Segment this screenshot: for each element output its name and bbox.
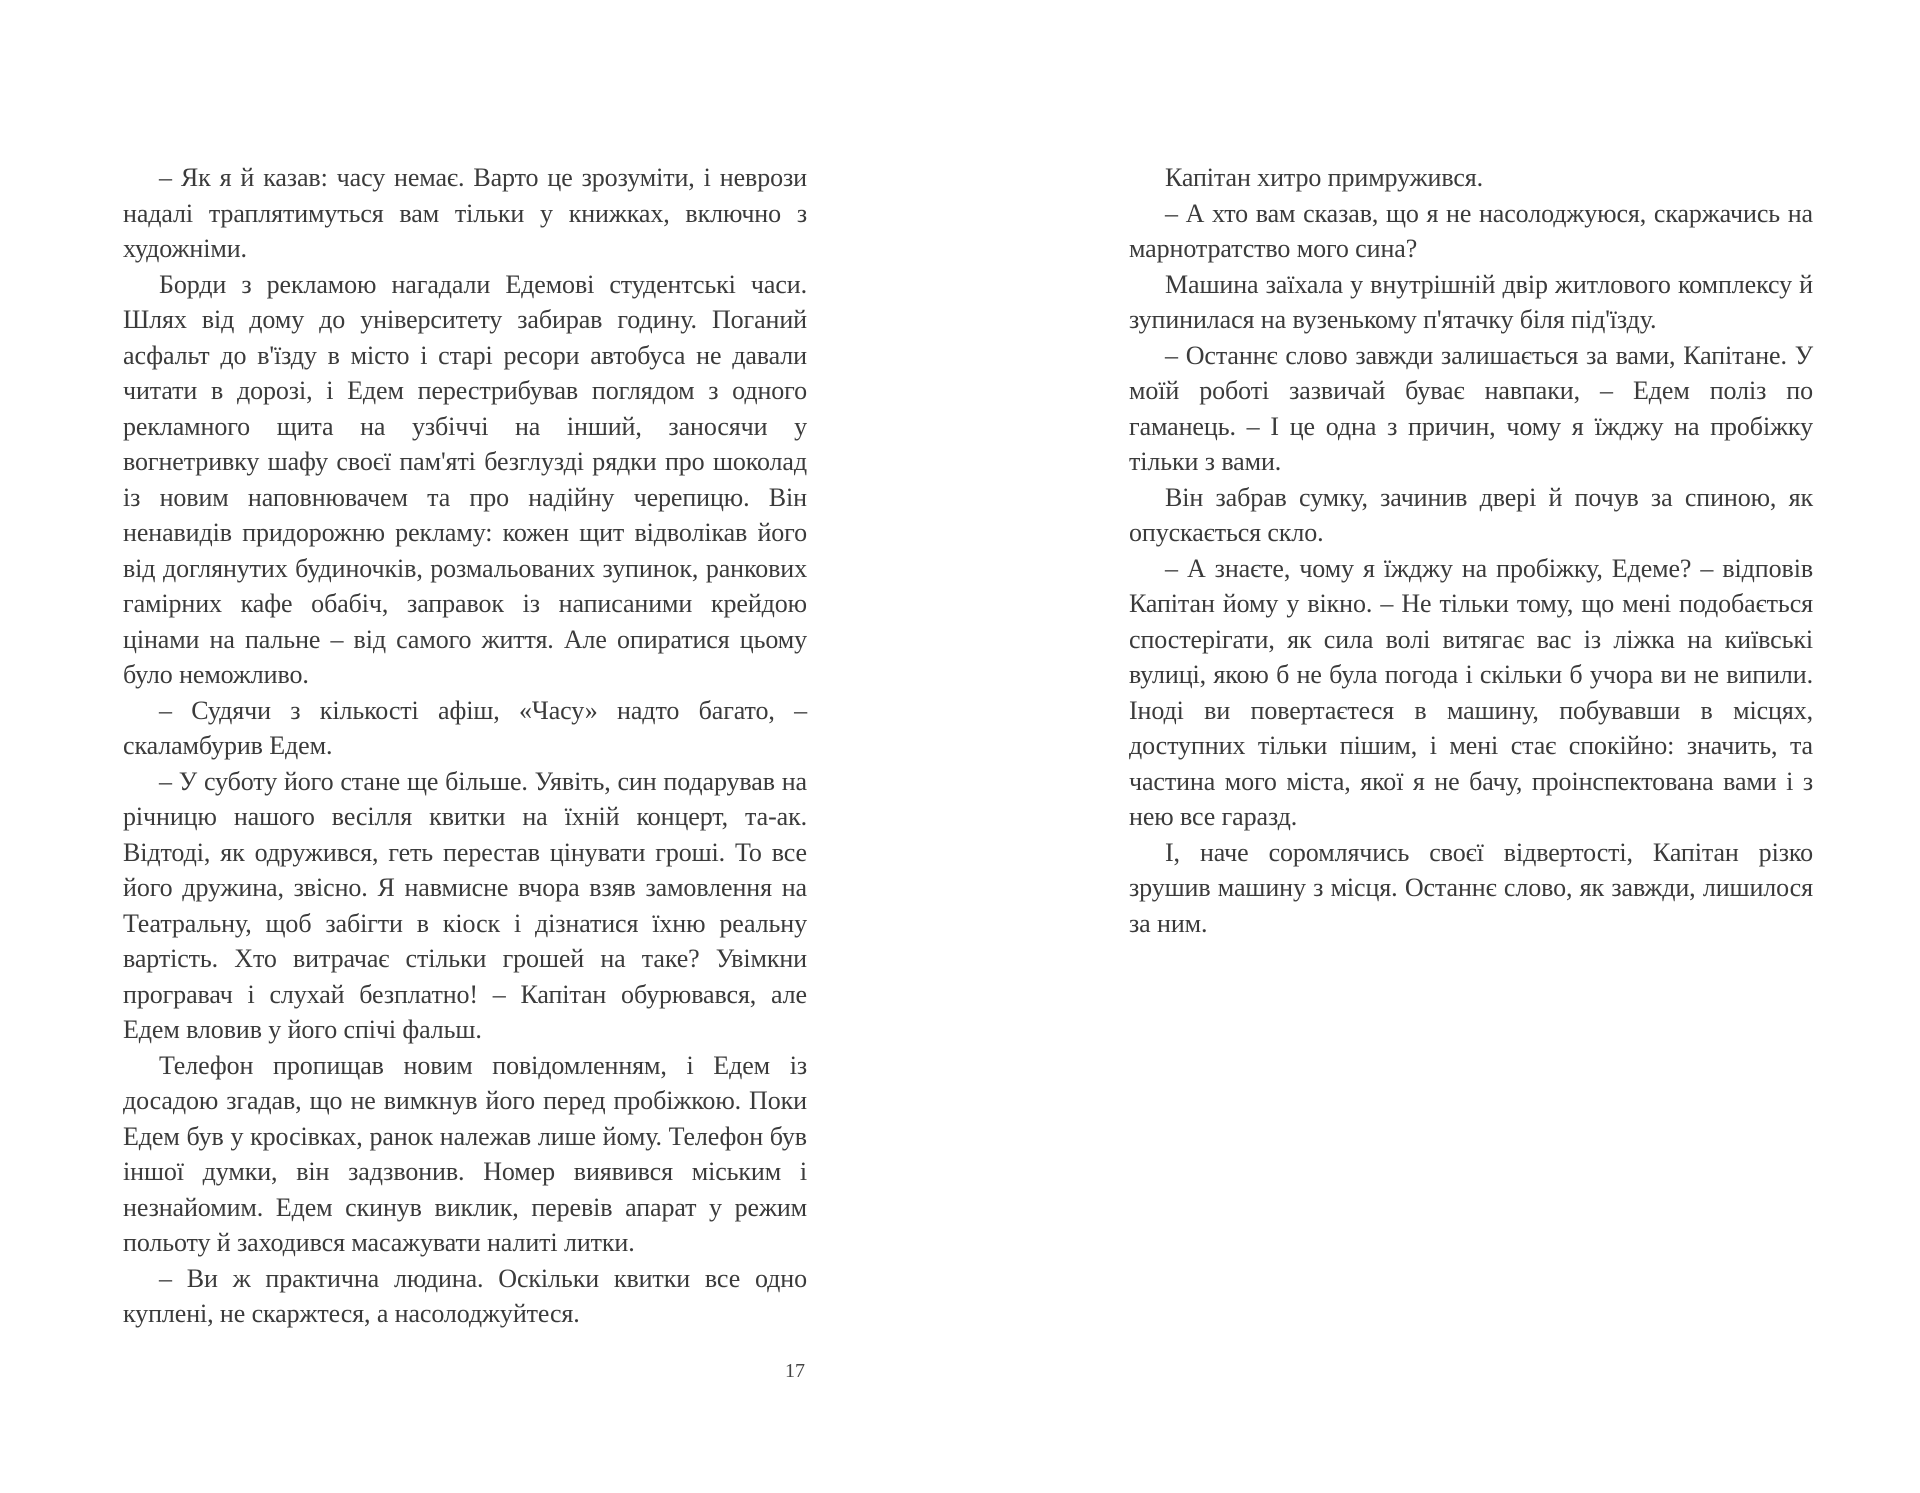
paragraph: – У суботу його стане ще більше. Уявіть, син подарував на річницю нашого весілля квитки на їхній концерт, та-ак. Відтоді, як одружився, геть перестав цінувати гроші. То все його дружина, звісно. Я навмисне вчора взяв замовлення на Театральну, щоб забігти в кіоск і дізнатися їхню реальну вартість. Хто витрачає стільки грошей на таке? Увімкни програвач і слухай безплатно! – Капітан обурювався, але Едем вловив у його спічі фальш. <box>123 766 807 1044</box>
paragraph: Телефон пропищав новим повідомленням, і Едем із досадою згадав, що не вимкнув його перед пробіжкою. Поки Едем був у кросівках, ранок належав лише йому. Телефон був іншої думки, він задзвонив. Номер виявився міським і незнайомим. Едем скинув виклик, перевів апарат у режим польоту й заходився масажувати налиті литки. <box>123 1050 807 1257</box>
paragraph: – А знаєте, чому я їжджу на пробіжку, Едеме? – відповів Капітан йому у вікно. – Не тільки тому, що мені подобається спостерігати, як сила волі витягає вас із ліжка на київські вулиці, якою б не була погода і скільки б учора ви не випили. Іноді ви повертаєтеся в машину, побувавши в місцях, доступних тільки пішим, і мені стає спокійно: значить, та частина мого міста, якої я не бачу, проінспектована вами і з нею все гаразд. <box>1129 553 1813 831</box>
paragraph: – Як я й казав: часу немає. Варто це зрозуміти, і неврози надалі траплятимуться вам тільки у книжках, включно з художніми. <box>123 163 807 263</box>
right-text-column <box>1129 160 1813 941</box>
paragraph: – Ви ж практична людина. Оскільки квитки все одно куплені, не скаржтеся, а насолоджуйтеся. <box>123 1263 807 1328</box>
paragraph: І, наче соромлячись своєї відвертості, Капітан різко зрушив машину з місця. Останнє слово, як завжди, лишилося за ним. <box>1129 837 1813 938</box>
paragraph: – А хто вам сказав, що я не насолоджуюся, скаржачись на марнотратство мого сина? <box>1129 198 1813 263</box>
paragraph: Капітан хитро примружився. <box>1165 163 1484 192</box>
page-number: 17 <box>785 1360 805 1382</box>
paragraph: – Останнє слово завжди залишається за вами, Капітане. У моїй роботі зазвичай буває навпаки, – Едем поліз по гаманець. – І це одна з причин, чому я їжджу на пробіжку тільки з вами. <box>1129 340 1813 476</box>
paragraph: Борди з рекламою нагадали Едемові студентські часи. Шлях від дому до університету забирав годину. Поганий асфальт до в'їзду в місто і старі ресори автобуса не давали читати в дорозі, і Едем перестрибував поглядом з одного рекламного щита на узбіччі на інший, заносячи у вогнетривку шафу своєї пам'яті безглузді рядки про шоколад із новим наповнювачем та про надійну черепицю. Він ненавидів придорожню рекламу: кожен щит відволікав його від доглянутих будиночків, розмальованих зупинок, ранкових гамірних кафе обабіч, заправок із написаними крейдою цінами на пальне – від самого життя. Але опиратися цьому було неможливо. <box>123 269 807 689</box>
paragraph: Машина заїхала у внутрішній двір житлового комплексу й зупинилася на вузенькому п'ятачку біля під'їзду. <box>1129 269 1813 334</box>
left-text-column <box>123 160 807 1332</box>
paragraph: Він забрав сумку, зачинив двері й почув за спиною, як опускається скло. <box>1129 482 1813 547</box>
right-page <box>960 0 1920 1493</box>
paragraph: – Судячи з кількості афіш, «Часу» надто багато, – скаламбурив Едем. <box>123 695 807 760</box>
